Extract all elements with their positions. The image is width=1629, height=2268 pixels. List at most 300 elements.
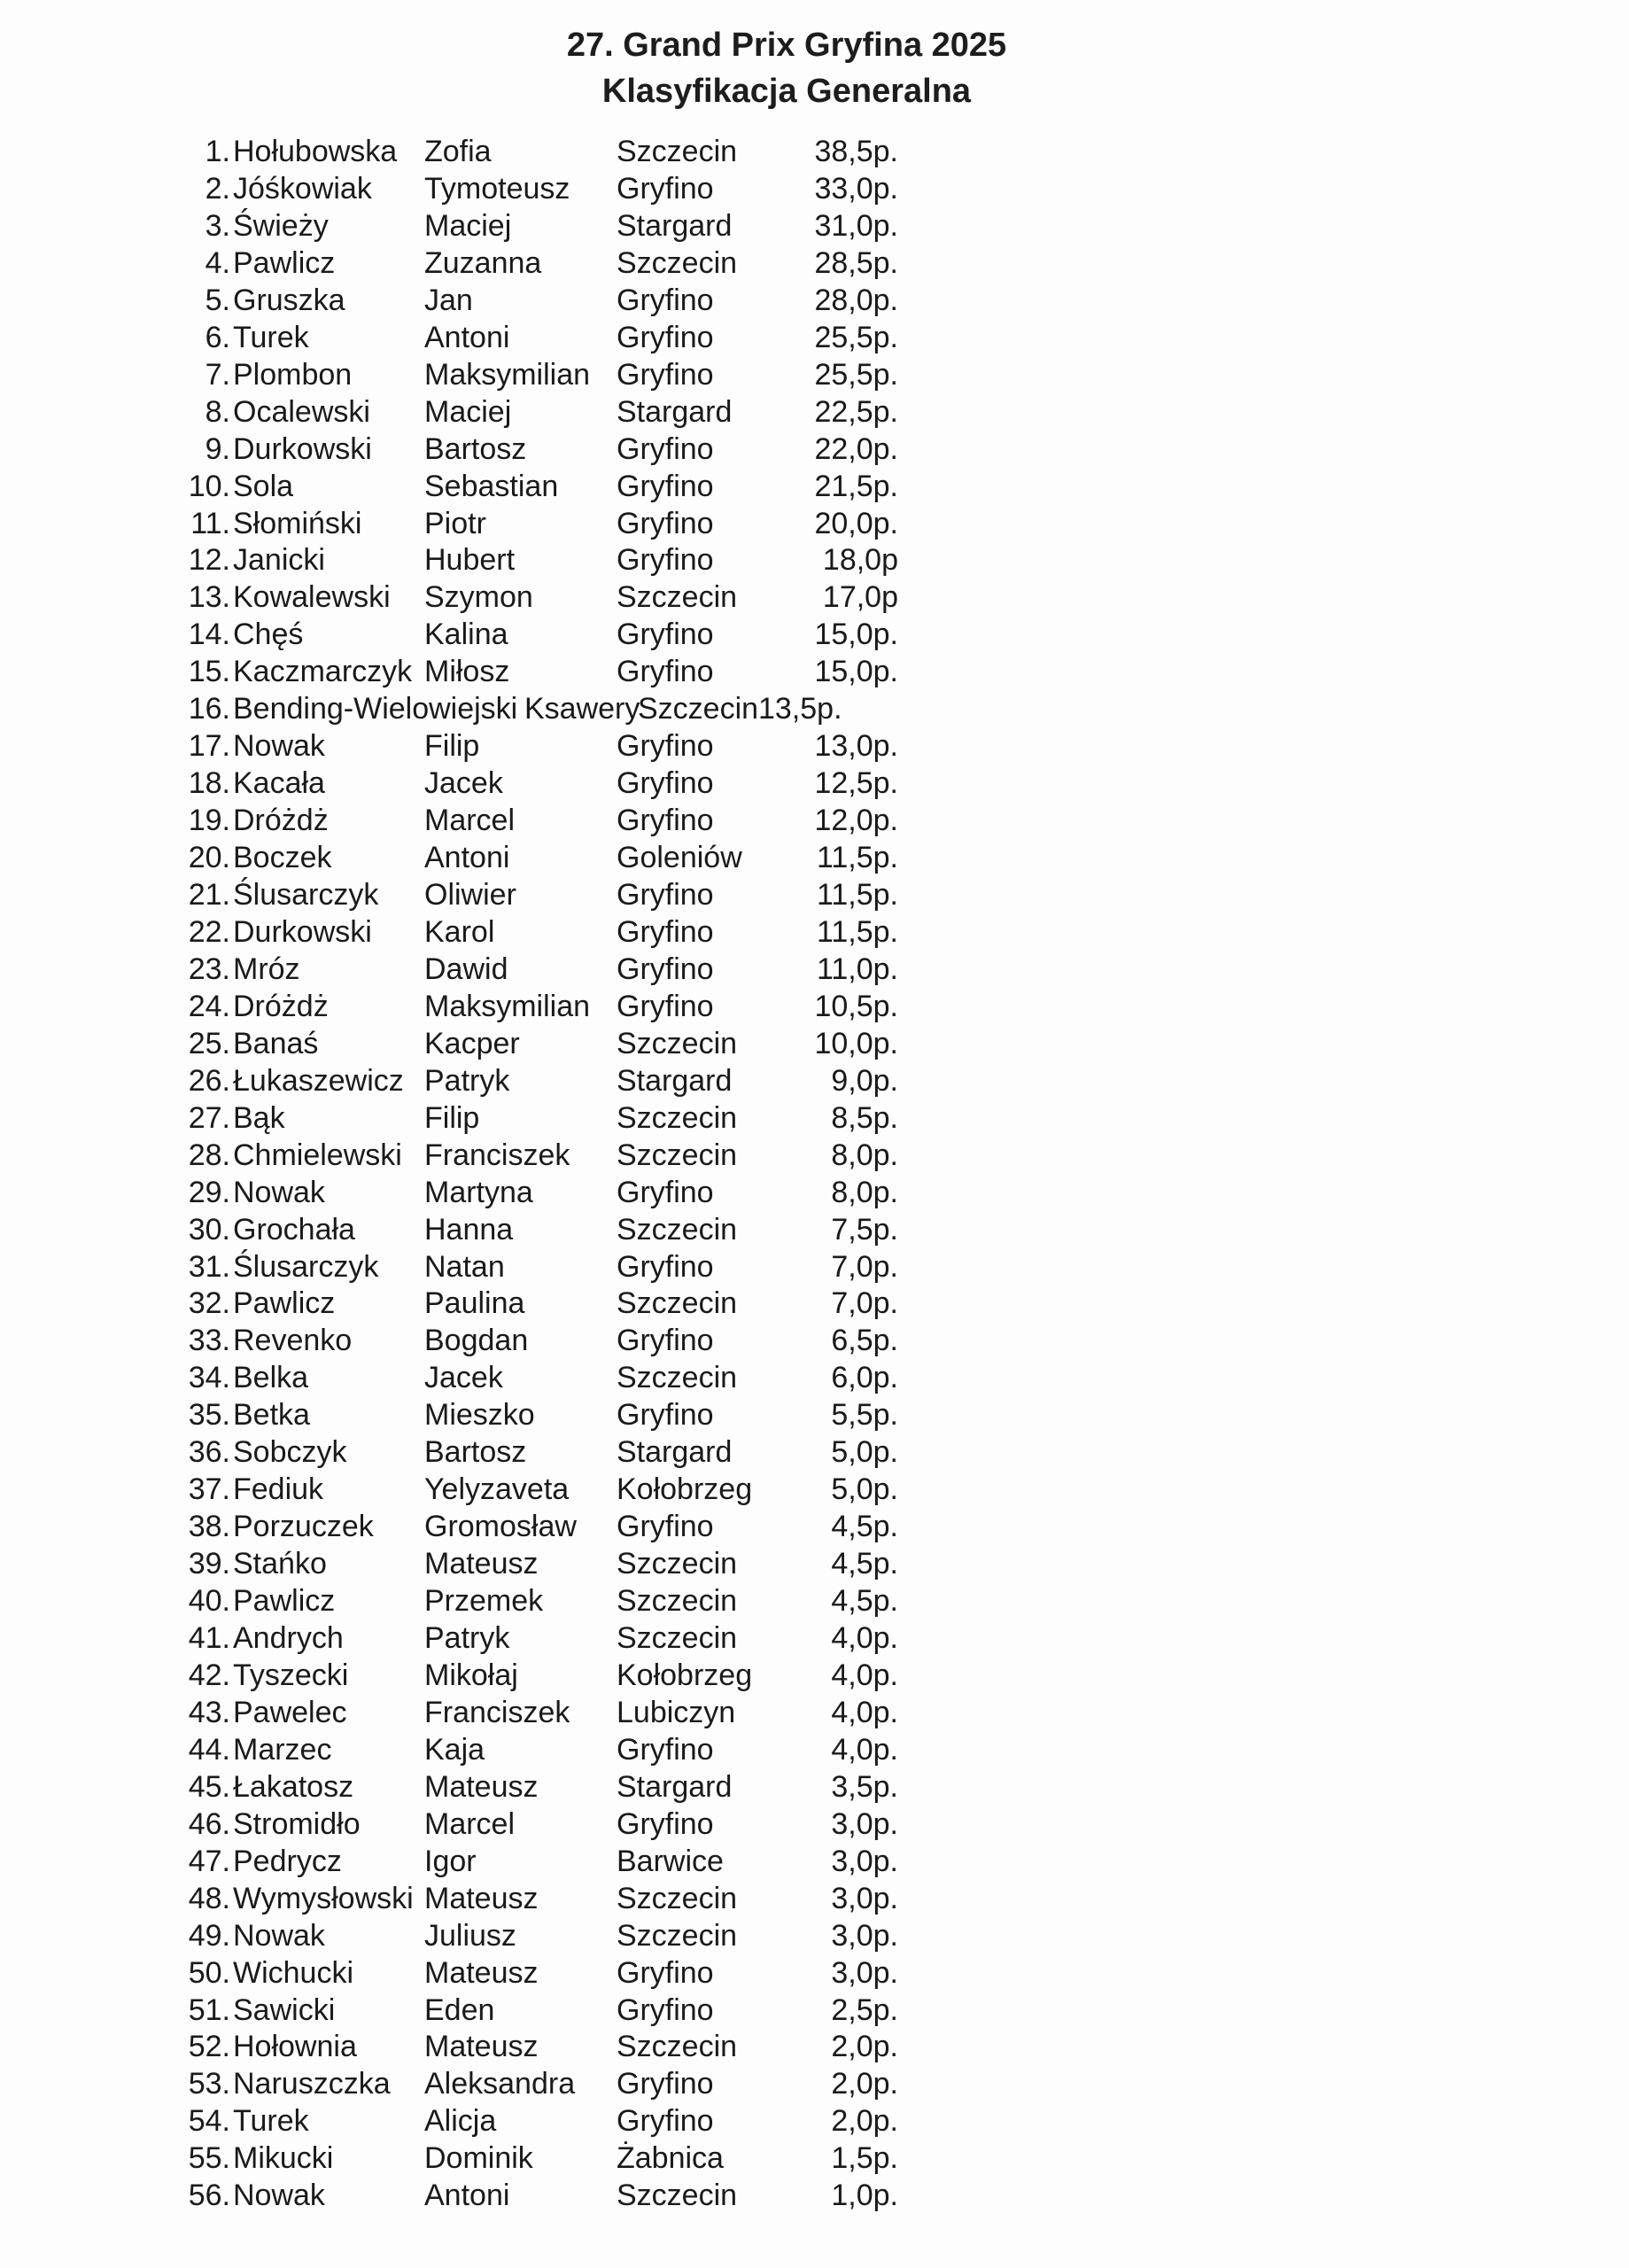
city: Gryfino bbox=[617, 1249, 714, 1284]
list-item bbox=[0, 1768, 974, 1806]
rank-number: 6. bbox=[205, 320, 230, 354]
points: 7,0p. bbox=[831, 1286, 898, 1321]
list-item bbox=[0, 1211, 974, 1248]
city: Gryfino bbox=[617, 506, 714, 540]
first-name: Kaja bbox=[424, 1732, 485, 1767]
rank-number: 18. bbox=[188, 766, 230, 801]
last-name: Pawlicz bbox=[233, 1584, 336, 1619]
rank-number: 29. bbox=[188, 1175, 230, 1209]
list-item bbox=[0, 1657, 974, 1694]
list-item bbox=[0, 876, 974, 913]
list-item bbox=[0, 913, 974, 951]
first-name: Szymon bbox=[424, 580, 533, 615]
last-name: Andrych bbox=[233, 1621, 344, 1655]
rank-number: 5. bbox=[205, 283, 230, 317]
points: 25,5p. bbox=[814, 320, 898, 354]
points: 13,0p. bbox=[814, 729, 898, 764]
city: Gryfino bbox=[617, 2067, 714, 2101]
last-name: Revenko bbox=[233, 1324, 353, 1358]
last-name: Banaś bbox=[233, 1026, 319, 1060]
rank-number: 50. bbox=[188, 1955, 230, 1990]
points: 28,0p. bbox=[814, 283, 898, 317]
city: Gryfino bbox=[617, 951, 714, 986]
list-item bbox=[0, 1099, 974, 1137]
city: Szczecin bbox=[617, 2030, 738, 2064]
points: 17,0p bbox=[822, 580, 898, 615]
points: 38,5p. bbox=[814, 135, 898, 168]
rank-number: 28. bbox=[188, 1138, 230, 1172]
city: Gryfino bbox=[617, 1955, 714, 1990]
rank-number: 1. bbox=[205, 135, 230, 168]
last-name: Dróżdż bbox=[233, 804, 329, 838]
rank-number: 35. bbox=[188, 1398, 230, 1433]
points: 4,5p. bbox=[831, 1584, 898, 1619]
city: Stargard bbox=[617, 1769, 733, 1804]
first-name: Patryk bbox=[424, 1063, 510, 1098]
rank-number: 38. bbox=[188, 1510, 230, 1544]
last-name: Plombon bbox=[233, 357, 353, 392]
first-name: Mieszko bbox=[424, 1398, 535, 1433]
first-name: Filip bbox=[424, 729, 480, 764]
rank-number: 46. bbox=[188, 1806, 230, 1841]
city: Szczecin bbox=[617, 1361, 738, 1395]
list-item bbox=[0, 1248, 974, 1285]
list-item bbox=[0, 1508, 974, 1545]
first-name: Ksawery bbox=[524, 692, 640, 726]
points: 11,0p. bbox=[816, 951, 898, 986]
city: Lubiczyn bbox=[617, 1695, 736, 1729]
rank-number: 24. bbox=[188, 989, 230, 1023]
first-name: Filip bbox=[424, 1100, 480, 1135]
rank-number: 32. bbox=[188, 1286, 230, 1321]
city: Gryfino bbox=[617, 766, 714, 801]
city: Gryfino bbox=[617, 804, 714, 838]
rank-number: 10. bbox=[188, 469, 230, 503]
first-name: Marcel bbox=[424, 804, 516, 838]
points: 2,0p. bbox=[831, 2030, 898, 2064]
last-name: Słomiński bbox=[233, 506, 362, 540]
city: Szczecin bbox=[617, 1918, 738, 1953]
first-name: Bartosz bbox=[424, 1435, 527, 1470]
first-name: Kacper bbox=[424, 1026, 520, 1060]
points: 11,5p. bbox=[816, 841, 898, 875]
points: 21,5p. bbox=[814, 469, 898, 503]
city: Gryfino bbox=[617, 989, 714, 1023]
first-name: Miłosz bbox=[424, 655, 510, 689]
last-name: Sola bbox=[233, 469, 294, 503]
list-item bbox=[0, 1174, 974, 1211]
rank-number: 40. bbox=[188, 1584, 230, 1619]
last-name: Pawlicz bbox=[233, 245, 336, 280]
last-name: Gruszka bbox=[233, 283, 345, 317]
city: Kołobrzeg bbox=[617, 1658, 753, 1692]
list-item bbox=[0, 1992, 974, 2029]
city: Szczecin bbox=[617, 1100, 738, 1135]
rank-number: 21. bbox=[188, 878, 230, 912]
points: 3,0p. bbox=[831, 1955, 898, 1990]
last-name: Grochała bbox=[233, 1212, 355, 1247]
first-name: Aleksandra bbox=[424, 2067, 576, 2101]
list-item bbox=[0, 1843, 974, 1880]
first-name: Mateusz bbox=[424, 1547, 539, 1581]
first-name: Mateusz bbox=[424, 1769, 539, 1804]
last-name: Sobczyk bbox=[233, 1435, 347, 1470]
city: Gryfino bbox=[617, 1324, 714, 1358]
rank-number: 37. bbox=[188, 1472, 230, 1507]
rank-number: 17. bbox=[188, 729, 230, 764]
points: 2,5p. bbox=[831, 1992, 898, 2027]
points: 4,0p. bbox=[831, 1621, 898, 1655]
list-item bbox=[0, 802, 974, 839]
rank-number: 3. bbox=[205, 208, 230, 243]
first-name: Maksymilian bbox=[424, 989, 591, 1023]
rank-number: 30. bbox=[188, 1212, 230, 1247]
city: Gryfino bbox=[617, 1398, 714, 1433]
city: Stargard bbox=[617, 1063, 733, 1098]
last-name: Wichucki bbox=[233, 1955, 354, 1990]
list-item bbox=[0, 1322, 974, 1359]
list-item bbox=[0, 1582, 974, 1619]
points: 4,5p. bbox=[831, 1510, 898, 1544]
last-name: Wymysłowski bbox=[233, 1881, 414, 1915]
points: 4,0p. bbox=[831, 1695, 898, 1729]
rank-number: 36. bbox=[188, 1435, 230, 1470]
first-name: Maksymilian bbox=[424, 357, 591, 392]
points: 3,0p. bbox=[831, 1918, 898, 1953]
rank-number: 15. bbox=[188, 655, 230, 689]
city: Goleniów bbox=[617, 841, 742, 875]
points: 20,0p. bbox=[814, 506, 898, 540]
list-item bbox=[0, 616, 974, 653]
points: 8,0p. bbox=[831, 1175, 898, 1209]
last-name: Bending-Wielowiejski bbox=[233, 692, 518, 726]
first-name: Yelyzaveta bbox=[424, 1472, 570, 1507]
last-name: Nowak bbox=[233, 2179, 325, 2213]
last-name: Boczek bbox=[233, 841, 332, 875]
list-item bbox=[0, 1062, 974, 1099]
last-name: Łakatosz bbox=[233, 1769, 354, 1804]
rank-number: 16. bbox=[188, 692, 230, 726]
first-name: Antoni bbox=[424, 841, 510, 875]
last-name: Ślusarczyk bbox=[233, 1249, 379, 1284]
last-name: Dróżdż bbox=[233, 989, 329, 1023]
last-name: Chmielewski bbox=[233, 1138, 402, 1172]
points: 4,0p. bbox=[831, 1732, 898, 1767]
city: Gryfino bbox=[617, 283, 714, 317]
first-name: Gromosław bbox=[424, 1510, 577, 1544]
points: 10,5p. bbox=[814, 989, 898, 1023]
rank-number: 25. bbox=[188, 1026, 230, 1060]
city: Gryfino bbox=[617, 1992, 714, 2027]
rank-number: 53. bbox=[188, 2067, 230, 2101]
list-item bbox=[0, 839, 974, 876]
points: 33,0p. bbox=[814, 171, 898, 206]
city: Gryfino bbox=[617, 617, 714, 652]
last-name: Pawlicz bbox=[233, 1286, 336, 1321]
last-name: Ocalewski bbox=[233, 394, 370, 429]
city: Gryfino bbox=[617, 543, 714, 578]
list-item bbox=[0, 431, 974, 468]
city: Szczecin bbox=[617, 1138, 738, 1172]
points: 5,0p. bbox=[831, 1435, 898, 1470]
first-name: Hubert bbox=[424, 543, 516, 578]
list-item bbox=[0, 1694, 974, 1731]
rank-number: 11. bbox=[190, 506, 230, 540]
city: Szczecin bbox=[617, 135, 738, 168]
points: 3,5p. bbox=[831, 1769, 898, 1804]
points: 3,0p. bbox=[831, 1806, 898, 1841]
list-item bbox=[0, 727, 974, 765]
first-name: Bogdan bbox=[424, 1324, 529, 1358]
rank-number: 20. bbox=[188, 841, 230, 875]
last-name: Mikucki bbox=[233, 2141, 334, 2176]
rank-number: 2. bbox=[205, 171, 230, 206]
points: 1,5p. bbox=[831, 2141, 898, 2176]
points: 11,5p. bbox=[816, 914, 898, 949]
first-name: Oliwier bbox=[424, 878, 516, 912]
rank-number: 12. bbox=[188, 543, 230, 578]
last-name: Stromidło bbox=[233, 1806, 361, 1841]
rank-number: 9. bbox=[205, 431, 230, 466]
rank-number: 27. bbox=[188, 1100, 230, 1135]
list-item bbox=[0, 170, 974, 207]
last-name: Tyszecki bbox=[233, 1658, 349, 1692]
last-name: Sawicki bbox=[233, 1992, 336, 2027]
list-item bbox=[0, 282, 974, 319]
points: 2,0p. bbox=[831, 2067, 898, 2101]
page-subtitle: Klasyfikacja Generalna bbox=[601, 73, 972, 110]
list-item bbox=[0, 1545, 974, 1582]
city: Stargard bbox=[617, 394, 733, 429]
list-item bbox=[0, 1880, 974, 1917]
first-name: Bartosz bbox=[424, 431, 527, 466]
first-name: Dawid bbox=[424, 951, 508, 986]
city: Szczecin bbox=[617, 2179, 738, 2213]
city: Szczecin bbox=[617, 1286, 738, 1321]
list-item bbox=[0, 356, 974, 393]
last-name: Janicki bbox=[233, 543, 325, 578]
first-name: Paulina bbox=[424, 1286, 525, 1321]
last-name: Nowak bbox=[233, 1918, 325, 1953]
first-name: Hanna bbox=[424, 1212, 514, 1247]
rank-number: 44. bbox=[188, 1732, 230, 1767]
city: Gryfino bbox=[617, 878, 714, 912]
last-name: Nowak bbox=[233, 1175, 325, 1209]
rank-number: 43. bbox=[188, 1695, 230, 1729]
points: 9,0p. bbox=[831, 1063, 898, 1098]
list-item bbox=[0, 2177, 974, 2214]
city: Barwice bbox=[617, 1844, 724, 1878]
last-name: Turek bbox=[233, 320, 309, 354]
points: 10,0p. bbox=[814, 1026, 898, 1060]
last-name: Pedrycz bbox=[233, 1844, 342, 1878]
first-name: Przemek bbox=[424, 1584, 544, 1619]
last-name: Turek bbox=[233, 2104, 309, 2139]
first-name: Marcel bbox=[424, 1806, 516, 1841]
city: Gryfino bbox=[617, 469, 714, 503]
points: 7,5p. bbox=[831, 1212, 898, 1247]
rank-number: 45. bbox=[188, 1769, 230, 1804]
first-name: Tymoteusz bbox=[424, 171, 570, 206]
rank-number: 41. bbox=[188, 1621, 230, 1655]
first-name: Mateusz bbox=[424, 1881, 539, 1915]
rank-number: 31. bbox=[188, 1249, 230, 1284]
list-item bbox=[0, 765, 974, 802]
rank-number: 14. bbox=[188, 617, 230, 652]
points: 15,0p. bbox=[814, 617, 898, 652]
rank-number: 13. bbox=[188, 580, 230, 615]
last-name: Nowak bbox=[233, 729, 325, 764]
list-item bbox=[0, 1731, 974, 1768]
points: 5,5p. bbox=[831, 1398, 898, 1433]
first-name: Patryk bbox=[424, 1621, 510, 1655]
list-item bbox=[0, 988, 974, 1025]
list-item bbox=[0, 690, 974, 727]
points: 12,0p. bbox=[814, 804, 898, 838]
first-name: Igor bbox=[424, 1844, 477, 1878]
points: 6,5p. bbox=[831, 1324, 898, 1358]
points: 22,0p. bbox=[814, 431, 898, 466]
points: 5,0p. bbox=[831, 1472, 898, 1507]
first-name: Natan bbox=[424, 1249, 505, 1284]
last-name: Pawelec bbox=[233, 1695, 347, 1729]
rank-number: 7. bbox=[205, 357, 230, 392]
points: 31,0p. bbox=[814, 208, 898, 243]
points: 12,5p. bbox=[814, 766, 898, 801]
list-item bbox=[0, 319, 974, 356]
list-item bbox=[0, 579, 974, 616]
city: Szczecin bbox=[617, 1212, 738, 1247]
city: Szczecin bbox=[617, 1621, 738, 1655]
last-name: Marzec bbox=[233, 1732, 332, 1767]
last-name: Betka bbox=[233, 1398, 310, 1433]
first-name: Eden bbox=[424, 1992, 495, 2027]
city: Stargard bbox=[617, 208, 733, 243]
points: 7,0p. bbox=[831, 1249, 898, 1284]
city: Szczecin bbox=[617, 1881, 738, 1915]
first-name: Mateusz bbox=[424, 2030, 539, 2064]
first-name: Antoni bbox=[424, 320, 510, 354]
last-name: Stańko bbox=[233, 1547, 327, 1581]
first-name: Franciszek bbox=[424, 1695, 570, 1729]
list-item bbox=[0, 1917, 974, 1954]
list-item bbox=[0, 541, 974, 579]
first-name: Alicja bbox=[424, 2104, 497, 2139]
first-name: Dominik bbox=[424, 2141, 533, 2176]
list-item bbox=[0, 245, 974, 282]
points: 8,0p. bbox=[831, 1138, 898, 1172]
points: 13,5p. bbox=[758, 692, 842, 726]
city: Kołobrzeg bbox=[617, 1472, 753, 1507]
last-name: Hołubowska bbox=[233, 135, 398, 168]
points: 28,5p. bbox=[814, 245, 898, 280]
first-name: Mikołaj bbox=[424, 1658, 518, 1692]
rank-number: 39. bbox=[188, 1547, 230, 1581]
rank-number: 56. bbox=[188, 2179, 230, 2213]
points: 4,0p. bbox=[831, 1658, 898, 1692]
list-item bbox=[0, 2065, 974, 2102]
first-name: Antoni bbox=[424, 2179, 510, 2213]
points: 6,0p. bbox=[831, 1361, 898, 1395]
last-name: Hołownia bbox=[233, 2030, 357, 2064]
city: Gryfino bbox=[617, 2104, 714, 2139]
list-item bbox=[0, 505, 974, 542]
list-item bbox=[0, 133, 974, 170]
first-name: Piotr bbox=[424, 506, 486, 540]
rank-number: 52. bbox=[188, 2030, 230, 2064]
points: 3,0p. bbox=[831, 1881, 898, 1915]
last-name: Chęś bbox=[233, 617, 304, 652]
list-item bbox=[0, 2102, 974, 2140]
list-item bbox=[0, 1806, 974, 1843]
city: Gryfino bbox=[617, 655, 714, 689]
list-item bbox=[0, 653, 974, 690]
last-name: Porzuczek bbox=[233, 1510, 374, 1544]
list-item bbox=[0, 1285, 974, 1322]
first-name: Kalina bbox=[424, 617, 508, 652]
city: Szczecin bbox=[617, 1547, 738, 1581]
list-item bbox=[0, 1954, 974, 1992]
last-name: Łukaszewicz bbox=[233, 1063, 404, 1098]
first-name: Maciej bbox=[424, 394, 512, 429]
last-name: Belka bbox=[233, 1361, 309, 1395]
rank-number: 26. bbox=[188, 1063, 230, 1098]
rank-number: 34. bbox=[188, 1361, 230, 1395]
first-name: Mateusz bbox=[424, 1955, 539, 1990]
list-item bbox=[0, 1433, 974, 1471]
last-name: Mróz bbox=[233, 951, 300, 986]
rank-number: 54. bbox=[188, 2104, 230, 2139]
points: 22,5p. bbox=[814, 394, 898, 429]
list-item bbox=[0, 1137, 974, 1174]
list-item bbox=[0, 2028, 974, 2065]
first-name: Sebastian bbox=[424, 469, 559, 503]
points: 3,0p. bbox=[831, 1844, 898, 1878]
first-name: Martyna bbox=[424, 1175, 533, 1209]
rank-number: 33. bbox=[188, 1324, 230, 1358]
city: Gryfino bbox=[617, 431, 714, 466]
first-name: Maciej bbox=[424, 208, 512, 243]
points: 4,5p. bbox=[831, 1547, 898, 1581]
city: Gryfino bbox=[617, 1510, 714, 1544]
first-name: Jacek bbox=[424, 766, 503, 801]
list-item bbox=[0, 207, 974, 245]
city: Szczecin bbox=[638, 692, 759, 726]
city: Gryfino bbox=[617, 171, 714, 206]
city: Gryfino bbox=[617, 1175, 714, 1209]
first-name: Zuzanna bbox=[424, 245, 542, 280]
rank-number: 51. bbox=[188, 1992, 230, 2027]
list-item bbox=[0, 393, 974, 431]
page-title: 27. Grand Prix Gryfina 2025 bbox=[566, 27, 1007, 64]
last-name: Ślusarczyk bbox=[233, 878, 379, 912]
last-name: Jóśkowiak bbox=[233, 171, 372, 206]
rank-number: 55. bbox=[188, 2141, 230, 2176]
last-name: Durkowski bbox=[233, 431, 372, 466]
city: Gryfino bbox=[617, 320, 714, 354]
city: Szczecin bbox=[617, 1584, 738, 1619]
last-name: Naruszczka bbox=[233, 2067, 391, 2101]
points: 25,5p. bbox=[814, 357, 898, 392]
city: Gryfino bbox=[617, 1732, 714, 1767]
city: Gryfino bbox=[617, 1806, 714, 1841]
points: 18,0p bbox=[822, 543, 898, 578]
list-item bbox=[0, 2140, 974, 2177]
rank-number: 47. bbox=[188, 1844, 230, 1878]
points: 8,5p. bbox=[831, 1100, 898, 1135]
last-name: Fediuk bbox=[233, 1472, 324, 1507]
city: Gryfino bbox=[617, 357, 714, 392]
